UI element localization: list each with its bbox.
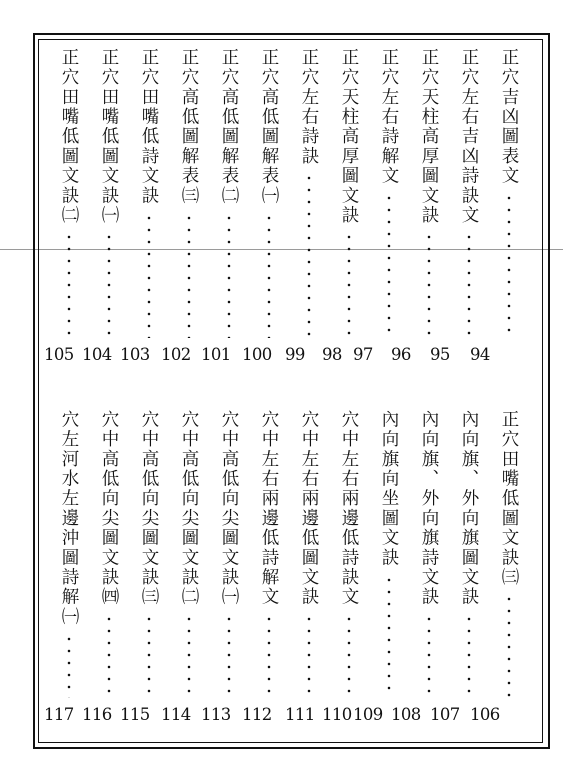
toc-entry [416, 48, 442, 225]
dot-leader [187, 613, 191, 698]
toc-entry [256, 410, 282, 607]
toc-page-number: 99 [285, 345, 305, 364]
dot-leader [427, 231, 431, 338]
toc-entry [296, 410, 322, 607]
toc-entry [216, 48, 242, 206]
toc-page-number: 107 [430, 705, 460, 724]
toc-page-number: 97 [353, 345, 373, 364]
toc-page-number: 100 [242, 345, 272, 364]
toc-entry-title: 正穴左右詩訣 [299, 48, 319, 167]
toc-page-number: 103 [120, 345, 150, 364]
dot-leader [227, 613, 231, 698]
toc-page-number: 95 [430, 345, 450, 364]
toc-entry-title: 穴中高低向尖圖文訣㈡ [179, 410, 199, 607]
dot-leader [427, 613, 431, 698]
toc-entry [496, 410, 522, 587]
dot-leader [347, 231, 351, 338]
toc-entry [176, 48, 202, 206]
dot-leader [227, 212, 231, 338]
toc-entry-title: 內向旗、外向旗圖文訣 [459, 410, 479, 607]
dot-leader [507, 192, 511, 338]
toc-entry-title: 正穴田嘴低圖文訣㈡ [59, 48, 79, 226]
toc-page-number: 106 [470, 705, 500, 724]
dot-leader [67, 231, 71, 338]
toc-entry [216, 410, 242, 607]
dot-leader [67, 633, 71, 698]
dot-leader [267, 613, 271, 698]
toc-entry [56, 410, 82, 627]
dot-leader [307, 613, 311, 698]
toc-entry-title: 正穴天柱高厚圖文訣 [339, 48, 359, 226]
dot-leader [347, 613, 351, 698]
toc-entry-title: 穴中左右兩邊低詩解文 [259, 410, 279, 607]
toc-entry [136, 48, 162, 206]
toc-entry-title: 正穴高低圖解表㈡ [219, 48, 239, 206]
toc-entry-title: 正穴田嘴低圖文訣㈢ [499, 410, 519, 588]
toc-page-number: 101 [201, 345, 231, 364]
dot-leader [107, 613, 111, 698]
toc-entry [136, 410, 162, 607]
toc-entry [176, 410, 202, 607]
toc-entry-title: 穴中高低向尖圖文訣㈢ [139, 410, 159, 607]
toc-entry-title: 內向旗向坐圖文訣 [379, 410, 399, 568]
toc-page-number: 94 [470, 345, 490, 364]
toc-entry-title: 穴中高低向尖圖文訣㈠ [219, 410, 239, 607]
toc-entry-title: 內向旗、外向旗詩文訣 [419, 410, 439, 607]
toc-entry [376, 48, 402, 186]
toc-entry-title: 穴左河水左邊沖圖詩解㈠ [59, 410, 79, 627]
toc-entry [416, 410, 442, 607]
toc-entry-title: 正穴高低圖解表㈢ [179, 48, 199, 206]
toc-entry-title: 穴中高低向尖圖文訣㈣ [99, 410, 119, 607]
toc-page-number: 104 [82, 345, 112, 364]
toc-page-number: 112 [242, 705, 272, 724]
toc-entry [256, 48, 282, 206]
toc-entry [96, 48, 122, 225]
toc-entry-title: 正穴高低圖解表㈠ [259, 48, 279, 206]
toc-page-number: 115 [120, 705, 150, 724]
dot-leader [147, 613, 151, 698]
toc-entry-title: 正穴田嘴低圖文訣㈠ [99, 48, 119, 226]
toc-entry-title: 正穴吉凶圖表文 [499, 48, 519, 186]
toc-entry-title: 正穴田嘴低詩文訣 [139, 48, 159, 206]
dot-leader [507, 593, 511, 698]
dot-leader [467, 231, 471, 338]
toc-page-number: 109 [353, 705, 383, 724]
dot-leader [147, 212, 151, 338]
toc-entry-title: 穴中左右兩邊低詩訣文 [339, 410, 359, 607]
toc-page-number: 111 [285, 705, 315, 724]
toc-page-number: 96 [391, 345, 411, 364]
toc-entry [56, 48, 82, 225]
toc-page-number: 113 [201, 705, 231, 724]
toc-entry [336, 410, 362, 607]
toc-page-number: 114 [161, 705, 191, 724]
toc-entry [456, 410, 482, 607]
toc-page-number: 98 [322, 345, 342, 364]
dot-leader [467, 613, 471, 698]
dot-leader [107, 231, 111, 338]
dot-leader [187, 212, 191, 338]
toc-entry-title: 穴中左右兩邊低圖文訣 [299, 410, 319, 607]
toc-entry-title: 正穴左右吉凶詩訣文 [459, 48, 479, 226]
toc-entry [336, 48, 362, 225]
dot-leader [387, 574, 391, 698]
toc-entry [456, 48, 482, 225]
toc-entry-title: 正穴左右詩解文 [379, 48, 399, 186]
toc-page-number: 110 [322, 705, 352, 724]
toc-page-number: 117 [44, 705, 74, 724]
toc-entry-title: 正穴天柱高厚圖文訣 [419, 48, 439, 226]
toc-page-number: 116 [82, 705, 112, 724]
toc-page-number: 108 [391, 705, 421, 724]
dot-leader [267, 212, 271, 338]
dot-leader [307, 172, 311, 338]
toc-entry [96, 410, 122, 607]
toc-page-number: 102 [161, 345, 191, 364]
toc-entry [296, 48, 322, 166]
toc-page-number: 105 [44, 345, 74, 364]
toc-entry [496, 48, 522, 186]
dot-leader [387, 192, 391, 338]
toc-entry [376, 410, 402, 568]
